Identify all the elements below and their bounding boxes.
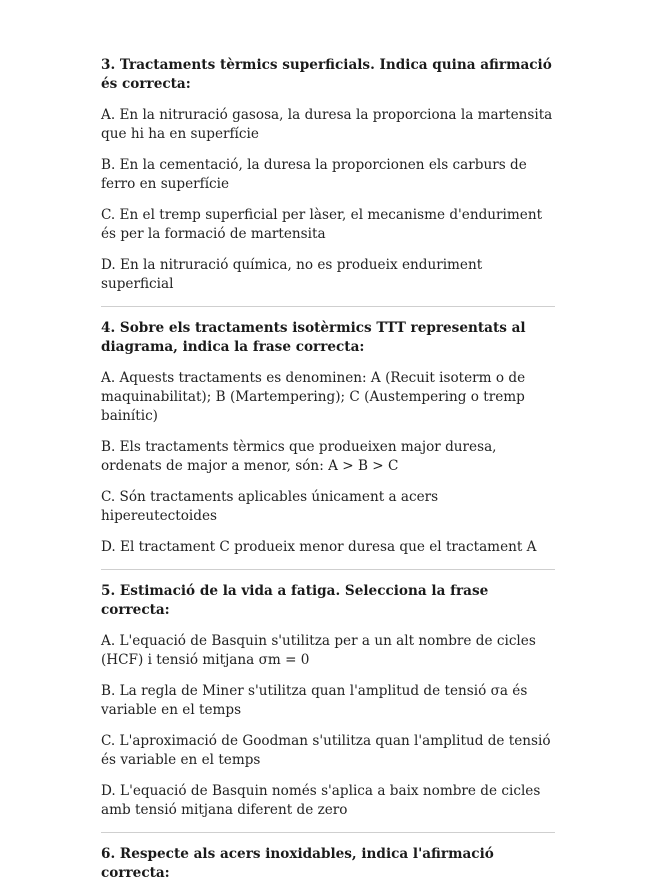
option-c[interactable]: C. En el tremp superficial per làser, el mecanisme d'enduriment és per la formació de martensita [101,207,543,242]
question-divider [101,569,555,570]
option-a[interactable]: A. En la nitruració gasosa, la duresa la proporciona la martensita que hi ha en superfície [101,107,553,142]
question-title: 3. Tractaments tèrmics superficials. Indica quina afirmació és correcta: [101,57,552,92]
option-b[interactable]: B. En la cementació, la duresa la proporcionen els carburs de ferro en superfície [101,157,527,192]
question-title: 6. Respecte als acers inoxidables, indica l'afirmació correcta: [101,846,494,881]
question-title: 4. Sobre els tractaments isotèrmics TTT representats al diagrama, indica la frase correcta: [101,320,526,355]
option-d[interactable]: D. El tractament C produeix menor duresa que el tractament A [101,539,537,555]
option-a[interactable]: A. Aquests tractaments es denominen: A (Recuit isoterm o de maquinabilitat); B (Martempering); C (Austempering o tremp bainític) [101,370,526,424]
question-3 [101,56,555,294]
question-4 [101,319,555,557]
question-6 [101,845,555,883]
option-c[interactable]: C. L'aproximació de Goodman s'utilitza quan l'amplitud de tensió és variable en el temps [101,733,551,768]
option-a[interactable]: A. L'equació de Basquin s'utilitza per a un alt nombre de cicles (HCF) i tensió mitjana σm = 0 [101,633,536,668]
question-divider [101,832,555,833]
option-d[interactable]: D. L'equació de Basquin només s'aplica a baix nombre de cicles amb tensió mitjana diferent de zero [101,783,541,818]
question-divider [101,306,555,307]
option-c[interactable]: C. Són tractaments aplicables únicament a acers hipereutectoides [101,489,439,524]
option-d[interactable]: D. En la nitruració química, no es produeix enduriment superficial [101,257,483,292]
option-b[interactable]: B. La regla de Miner s'utilitza quan l'amplitud de tensió σa és variable en el temps [101,683,528,718]
document-page [101,56,555,895]
option-b[interactable]: B. Els tractaments tèrmics que produeixen major duresa, ordenats de major a menor, són: A > B > C [101,439,497,474]
question-title: 5. Estimació de la vida a fatiga. Selecciona la frase correcta: [101,583,489,618]
question-5 [101,582,555,820]
